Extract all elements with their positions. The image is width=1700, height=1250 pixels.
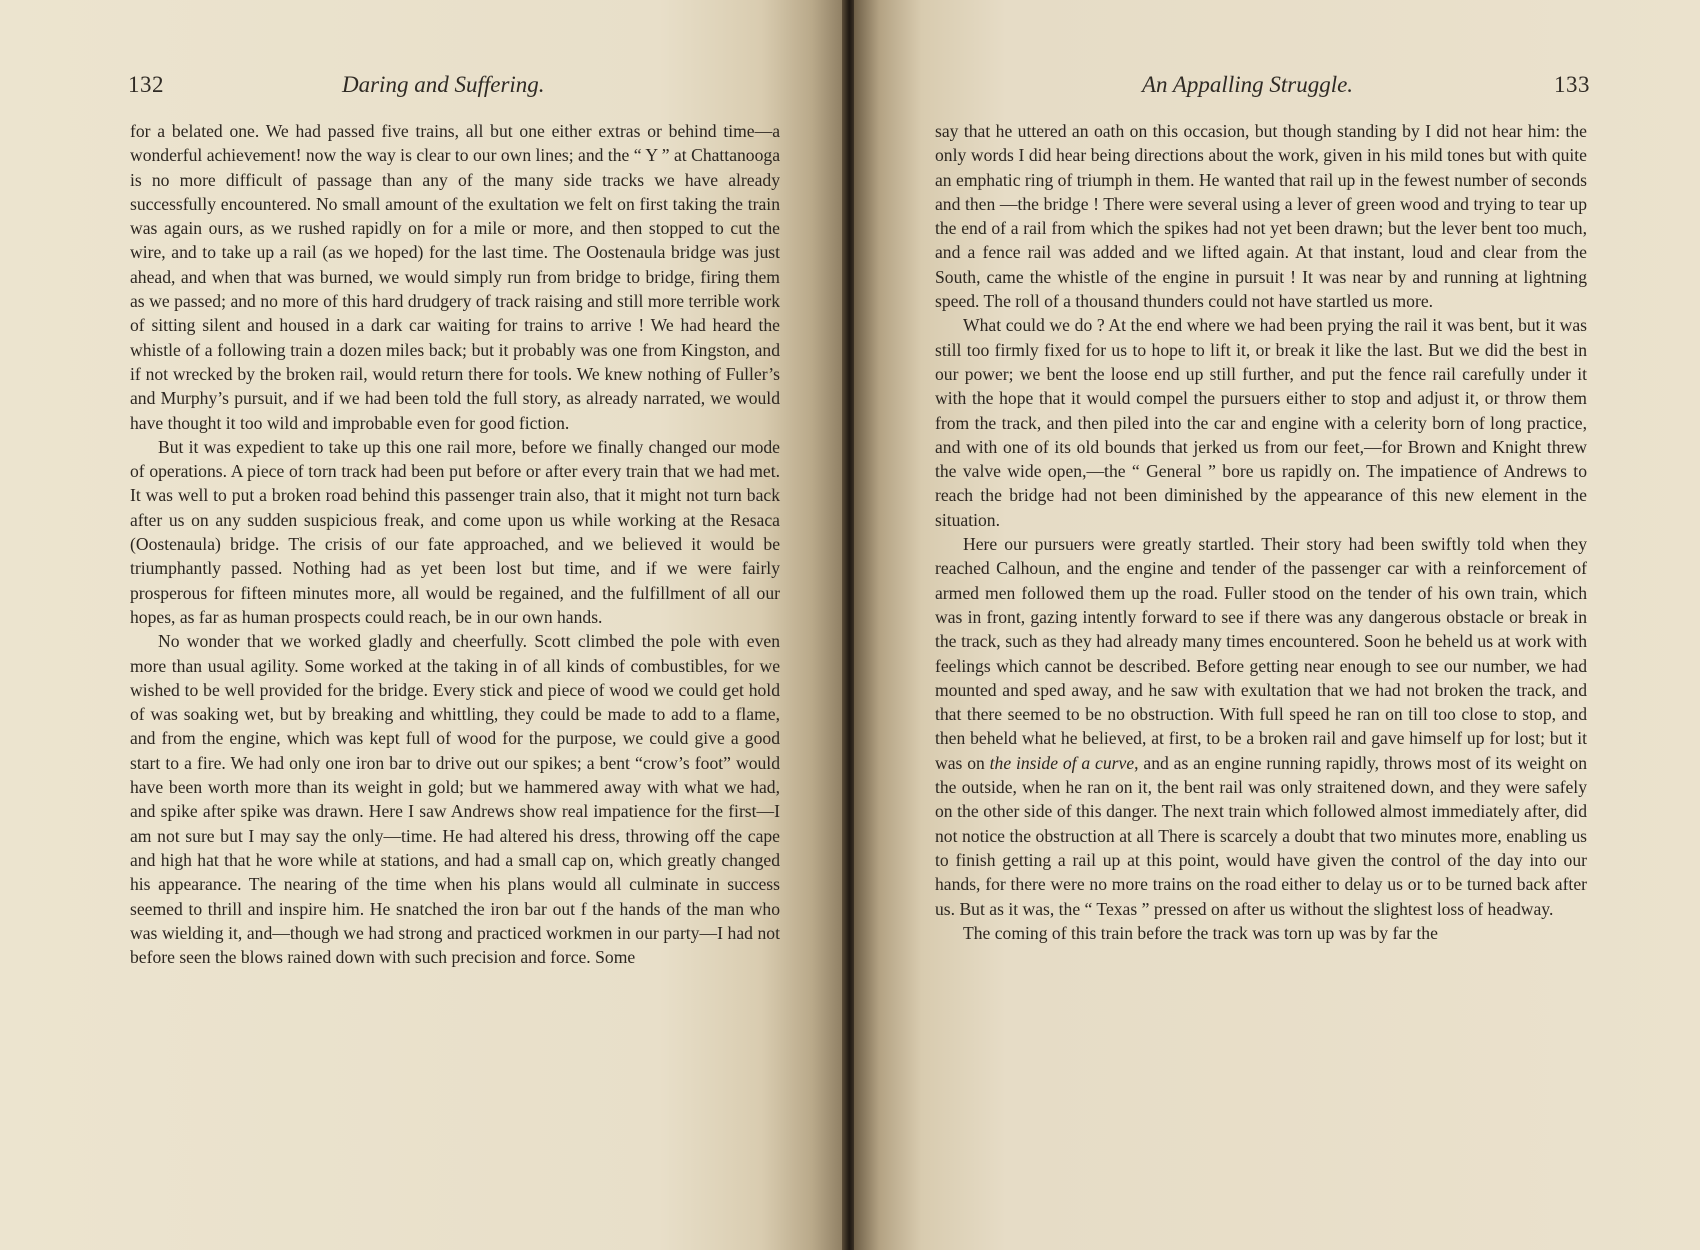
paragraph: say that he uttered an oath on this occasion, but though standing by I did not hear him: the only words I did hear being directions about the work, given in his mild tones but with quite an emphatic ring of triumph in them. He wanted that rail up in the fewest number of seconds and then —the bridge ! There were several using a lever of green wood and trying to tear up the end of a rail from which the spikes had not yet been drawn; but the lever bent too much, and a fence rail was added and we lifted again. At that instant, loud and clear from the South, came the whistle of the engine in pursuit ! It was near by and running at lightning speed. The roll of a thousand thunders could not have startled us more. — [935, 121, 1587, 312]
paragraph: for a belated one. We had passed five trains, all but one either extras or behind time—a wonderful achievement! now the way is clear to our own lines; and the “ Y ” at Chattanooga is no more difficult of passage than any of the many side tracks we have already successfully encountered. No small amount of the exultation we felt on first taking the train was again ours, as we rushed rapidly on for a mile or more, and then stopped to cut the wire, and to take up a rail (as we hoped) for the last time. The Oostenaula bridge was just ahead, and when that was burned, we would simply run from bridge to bridge, firing them as we passed; and no more of this hard drudgery of track raising and still more terrible work of sitting silent and housed in a dark car waiting for trains to arrive ! We had heard the whistle of a following train a dozen miles back; but it probably was one from Kingston, and if not wrecked by the broken rail, would return there for tools. We knew nothing of Fuller’s and Murphy’s pursuit, and if we had been told the full story, as already narrated, we would have thought it too wild and improbable even for good fiction. — [130, 121, 780, 433]
paragraph-with-emphasis — [935, 532, 1587, 921]
right-page — [854, 0, 1700, 1250]
paragraph: The coming of this train before the track was torn up was by far the — [963, 922, 1438, 943]
left-page-number: 132 — [128, 72, 164, 97]
paragraph: But it was expedient to take up this one rail more, before we finally changed our mode of operations. A piece of torn track had been put before or after every train that we had met. It was well to put a broken road behind this passenger train also, that it might not turn back after us on any sudden suspicious freak, and come upon us while working at the Resaca (Oostenaula) bridge. The crisis of our fate approached, and we believed it would be triumphantly passed. Nothing had as yet been lost but time, and if we were fairly prosperous for fifteen minutes more, all would be regained, and the fulfillment of all our hopes, as far as human prospects could reach, be in our own hands. — [130, 436, 780, 627]
right-page-number: 133 — [1554, 72, 1590, 97]
paragraph: What could we do ? At the end where we had been prying the rail it was bent, but it was still too firmly fixed for us to hope to lift it, or break it like the last. But we did the best in our power; we bent the loose end up still further, and put the fence rail carefully under it with the hope that it would compel the pursuers either to stop and adjust it, or throw them from the track, and then piled into the car and engine with a celerity born of long practice, and with one of its old bounds that jerked us from our feet,—for Brown and Knight threw the valve wide open,—the “ General ” bore us rapidly on. The impatience of Andrews to reach the bridge had not been diminished by the appearance of this new element in the situation. — [935, 315, 1587, 530]
paragraph-text-after: , and as an engine running rapidly, throws most of its weight on the outside, when he ran on it, the bent rail was only straitened down, and they were safely on the other side of this danger. The next train which followed almost immediately after, did not notice the obstruction at all There is scarcely a doubt that two minutes more, enabling us to finish getting a rail up at this point, would have given the control of the day into our hands, for there were no more trains on the road either to delay us or to be turned back after us. But as it was, the “ Texas ” pressed on after us without the slightest loss of headway. — [935, 752, 1587, 919]
left-page-body — [130, 119, 780, 969]
right-running-head: An Appalling Struggle. — [1142, 72, 1354, 97]
paragraph-text-before: Here our pursuers were greatly startled. Their story had been swiftly told when they reached Calhoun, and the engine and tender of the passenger car with a reinforcement of armed men followed them up the road. Fuller stood on the tender of his own train, which was in front, gazing intently forward to see if there was any dangerous obstacle or break in the track, such as they had already many times encountered. Soon he beheld us at work with feelings which cannot be described. Before getting near enough to see our number, we had mounted and sped away, and he saw with exultation that we had not broken the track, and that there seemed to be no obstruction. With full speed he ran on till too close to stop, and then beheld what he believed, at first, to be a broken rail and gave himself up for lost; but it was on — [935, 534, 1587, 773]
left-running-head: Daring and Suffering. — [342, 72, 545, 97]
right-page-body — [935, 119, 1587, 945]
emphasis-text: the inside of a curve — [989, 752, 1135, 773]
left-page — [0, 0, 846, 1250]
paragraph: No wonder that we worked gladly and cheerfully. Scott climbed the pole with even more than usual agility. Some worked at the taking in of all kinds of combustibles, for we wished to be well provided for the bridge. Every stick and piece of wood we could get hold of was soaking wet, but by breaking and whittling, they could be made to add to a flame, and from the engine, which was kept full of wood for the purpose, we could give a good start to a fire. We had only one iron bar to drive out our spikes; a bent “crow’s foot” would have been worth more than its weight in gold; but we hammered away with what we had, and spike after spike was drawn. Here I saw Andrews show real impatience for the first—I am not sure but I may say the only—time. He had altered his dress, throwing off the cape and high hat that he wore while at stations, and had a small cap on, which greatly changed his appearance. The nearing of the time when his plans would all culminate in success seemed to thrill and inspire him. He snatched the iron bar out f the hands of the man who was wielding it, and—though we had strong and practiced workmen in our party—I had not before seen the blows rained down with such precision and force. Some — [130, 631, 780, 968]
